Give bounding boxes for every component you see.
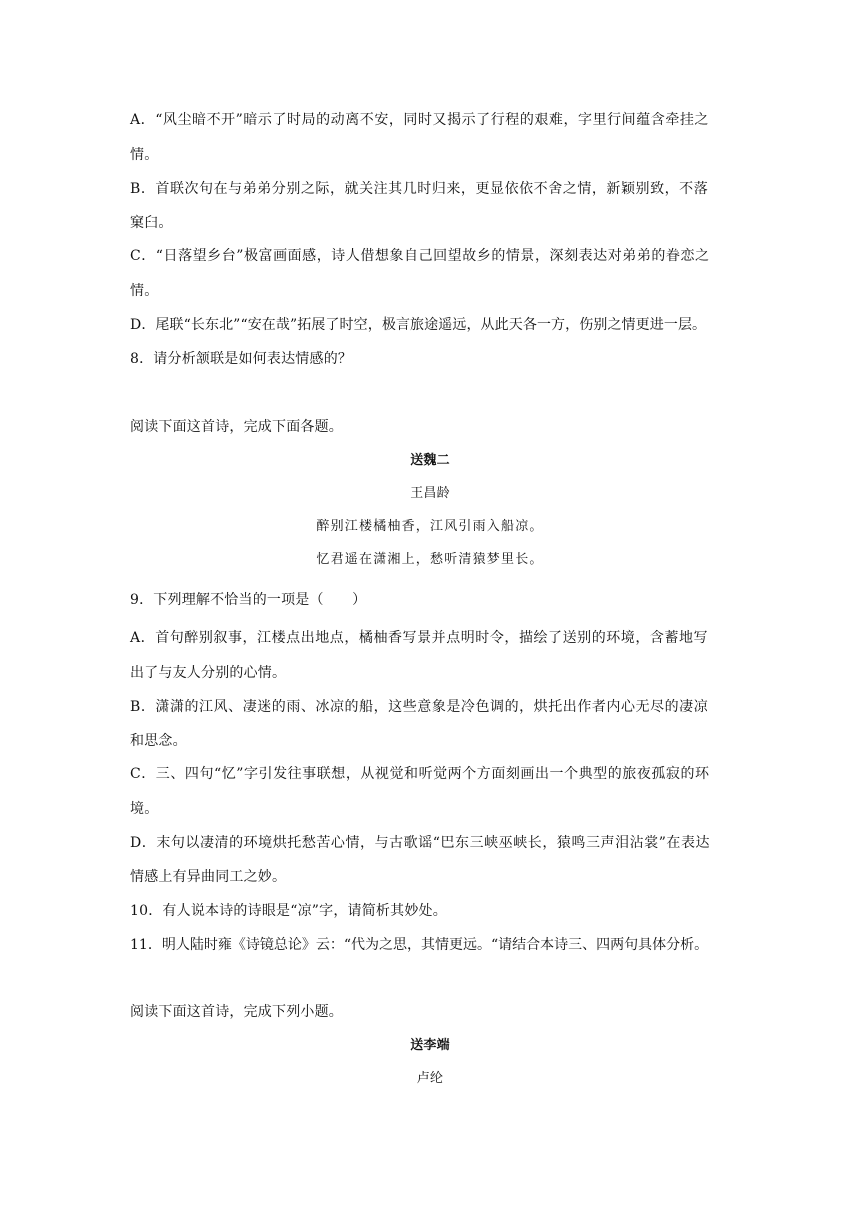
q7-option-b-line2: 窠臼。	[130, 215, 173, 231]
q9-option-b-line2: 和思念。	[130, 733, 187, 749]
poem-title-song-li-duan: 送李端	[410, 1038, 450, 1053]
q7-option-d-line1: D．尾联“长东北”“安在哉”拓展了时空，极言旅途遥远，从此天各一方，伤别之情更进一层。	[130, 317, 707, 333]
poem-author-lu-lun: 卢纶	[416, 1071, 444, 1086]
poem-author-wang-changling: 王昌龄	[410, 486, 450, 501]
question-9-stem: 9．下列理解不恰当的一项是（ ）	[130, 592, 367, 608]
q9-option-a-line1: A．首句醉别叙事，江楼点出地点，橘柚香写景并点明时令，描绘了送别的环境，含蓄地写	[130, 630, 709, 646]
question-11: 11．明人陆时雍《诗镜总论》云：“代为之思，其情更远。“请结合本诗三、四两句具体分析。	[130, 937, 709, 953]
q7-option-c-line1: C．“日落望乡台”极富画面感，诗人借想象自己回望故乡的情景，深刻表达对弟弟的眷恋之	[130, 248, 710, 264]
q7-option-b-line1: B．首联次句在与弟弟分别之际，就关注其几时归来，更显依依不舍之情，新颖别致，不落	[130, 181, 709, 197]
q7-option-c-line2: 情。	[130, 283, 159, 299]
poem-line-1: 醉别江楼橘柚香，江风引雨入船凉。	[316, 519, 544, 534]
q9-option-a-line2: 出了与友人分别的心情。	[130, 665, 287, 681]
section-2-intro: 阅读下面这首诗，完成下面各题。	[130, 419, 343, 435]
q9-option-d-line2: 情感上有异曲同工之妙。	[130, 869, 287, 885]
q9-option-d-line1: D．末句以凄清的环境烘托愁苦心情，与古歌谣“巴东三峡巫峡长，猿鸣三声泪沾裳”在表达	[130, 835, 711, 851]
section-3-intro: 阅读下面这首诗，完成下列小题。	[130, 1004, 343, 1020]
q9-option-c-line1: C．三、四句“忆”字引发往事联想，从视觉和听觉两个方面刻画出一个典型的旅夜孤寂的环	[130, 766, 710, 782]
q7-option-a-line1: A．“风尘暗不开”暗示了时局的动离不安，同时又揭示了行程的艰难，字里行间蕴含牵挂之	[130, 112, 709, 128]
q9-option-b-line1: B．潇潇的江风、凄迷的雨、冰凉的船，这些意象是冷色调的，烘托出作者内心无尽的凄凉	[130, 699, 709, 715]
q9-option-c-line2: 境。	[130, 801, 159, 817]
poem-line-2: 忆君遥在潇湘上，愁听清猿梦里长。	[316, 552, 544, 567]
poem-title-song-wei-er: 送魏二	[410, 453, 450, 468]
q7-option-a-line2: 情。	[130, 147, 159, 163]
question-8: 8．请分析颔联是如何表达情感的？	[130, 351, 353, 367]
question-10: 10．有人说本诗的诗眼是“凉”字，请简析其妙处。	[130, 903, 447, 919]
